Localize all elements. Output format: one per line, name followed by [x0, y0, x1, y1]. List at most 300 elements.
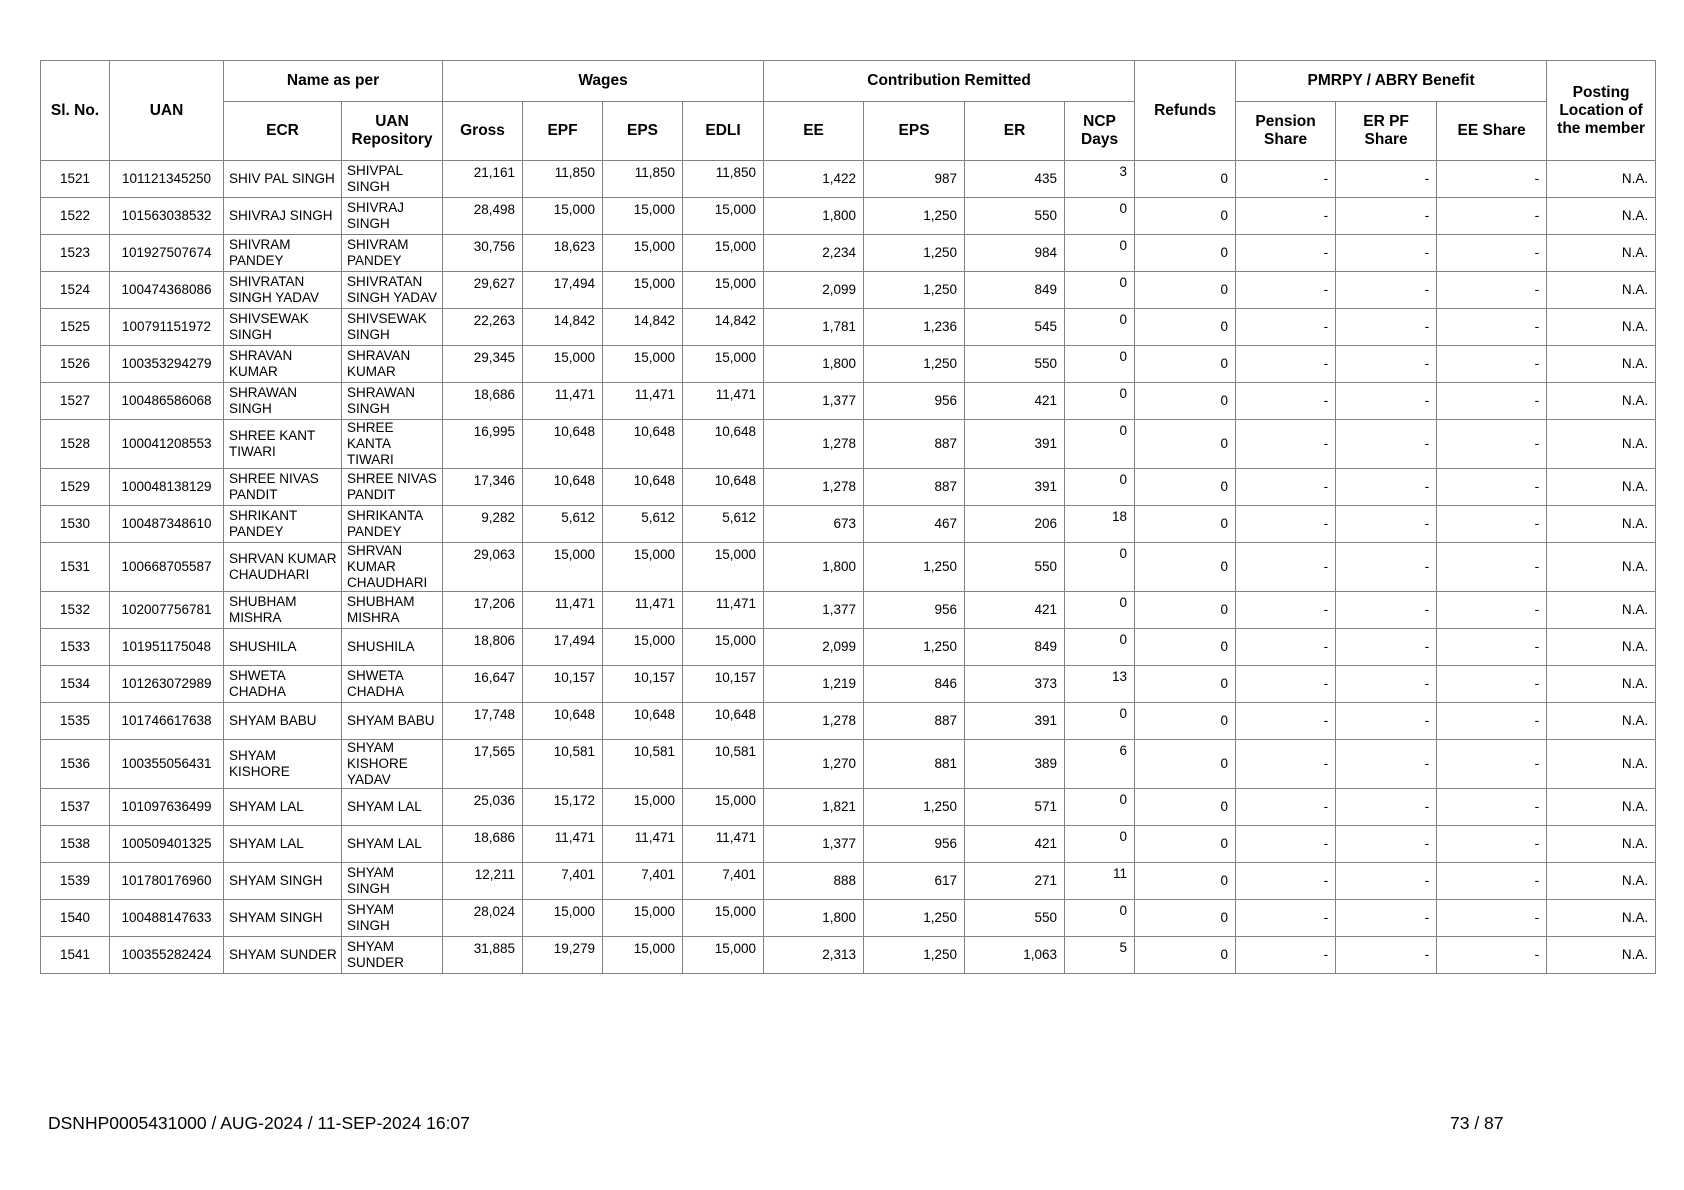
- cell-ee-share: -: [1437, 863, 1547, 900]
- cell-posting-location: N.A.: [1547, 469, 1656, 506]
- table-row: [41, 272, 1656, 309]
- cell-eps: 15,000: [603, 235, 683, 272]
- cell-gross: 29,063: [443, 543, 523, 592]
- cell-ee-share: -: [1437, 789, 1547, 826]
- cell-ee: 1,800: [764, 346, 864, 383]
- cell-pension-share: -: [1236, 666, 1336, 703]
- cell-ee-share: -: [1437, 309, 1547, 346]
- cell-ee: 1,800: [764, 900, 864, 937]
- cell-sl-no: 1532: [41, 592, 110, 629]
- cell-posting-location: N.A.: [1547, 235, 1656, 272]
- cell-gross: 22,263: [443, 309, 523, 346]
- cell-pension-share: -: [1236, 789, 1336, 826]
- cell-pension-share: -: [1236, 900, 1336, 937]
- cell-edli: 15,000: [683, 272, 764, 309]
- cell-ee-share: -: [1437, 198, 1547, 235]
- cell-eps: 15,000: [603, 937, 683, 974]
- table-row: [41, 235, 1656, 272]
- cell-er-pf-share: -: [1336, 592, 1437, 629]
- cell-uan: 102007756781: [110, 592, 224, 629]
- cell-ee: 1,800: [764, 543, 864, 592]
- cell-sl-no: 1531: [41, 543, 110, 592]
- cell-ecr-name: SHRAWAN SINGH: [224, 383, 342, 420]
- cell-eps: 5,612: [603, 506, 683, 543]
- cell-ecr-name: SHUBHAM MISHRA: [224, 592, 342, 629]
- group-name-as-per: Name as per: [224, 61, 443, 102]
- cell-uan-repository-name: SHRIKANTA PANDEY: [342, 506, 443, 543]
- cell-refunds: 0: [1135, 863, 1236, 900]
- cell-eps: 7,401: [603, 863, 683, 900]
- cell-sl-no: 1530: [41, 506, 110, 543]
- cell-contribution-eps: 1,250: [864, 937, 965, 974]
- cell-edli: 15,000: [683, 198, 764, 235]
- cell-er-pf-share: -: [1336, 900, 1437, 937]
- cell-er-pf-share: -: [1336, 629, 1437, 666]
- cell-uan-repository-name: SHYAM SINGH: [342, 900, 443, 937]
- cell-uan-repository-name: SHYAM LAL: [342, 789, 443, 826]
- cell-uan: 100486586068: [110, 383, 224, 420]
- cell-ncp-days: 0: [1065, 198, 1135, 235]
- cell-ncp-days: 0: [1065, 346, 1135, 383]
- cell-gross: 17,565: [443, 740, 523, 789]
- cell-refunds: 0: [1135, 506, 1236, 543]
- document-reference: DSNHP0005431000 / AUG-2024 / 11-SEP-2024 16:07: [48, 1113, 470, 1133]
- cell-er: 550: [965, 198, 1065, 235]
- cell-er: 984: [965, 235, 1065, 272]
- cell-refunds: 0: [1135, 937, 1236, 974]
- cell-er: 389: [965, 740, 1065, 789]
- cell-ecr-name: SHIVRATAN SINGH YADAV: [224, 272, 342, 309]
- cell-pension-share: -: [1236, 420, 1336, 469]
- cell-er-pf-share: -: [1336, 506, 1437, 543]
- cell-er: 849: [965, 629, 1065, 666]
- cell-posting-location: N.A.: [1547, 383, 1656, 420]
- cell-epf: 17,494: [523, 272, 603, 309]
- col-ee: EE: [764, 102, 864, 161]
- cell-er: 849: [965, 272, 1065, 309]
- cell-ecr-name: SHUSHILA: [224, 629, 342, 666]
- cell-refunds: 0: [1135, 826, 1236, 863]
- cell-er-pf-share: -: [1336, 235, 1437, 272]
- table-row: [41, 543, 1656, 592]
- cell-ncp-days: 0: [1065, 469, 1135, 506]
- cell-eps: 15,000: [603, 900, 683, 937]
- cell-ee: 1,278: [764, 420, 864, 469]
- cell-epf: 15,000: [523, 900, 603, 937]
- cell-posting-location: N.A.: [1547, 161, 1656, 198]
- cell-epf: 15,172: [523, 789, 603, 826]
- cell-posting-location: N.A.: [1547, 543, 1656, 592]
- cell-contribution-eps: 1,250: [864, 272, 965, 309]
- cell-sl-no: 1529: [41, 469, 110, 506]
- cell-pension-share: -: [1236, 198, 1336, 235]
- cell-er: 435: [965, 161, 1065, 198]
- cell-uan: 100791151972: [110, 309, 224, 346]
- cell-contribution-eps: 956: [864, 592, 965, 629]
- cell-edli: 11,471: [683, 592, 764, 629]
- cell-contribution-eps: 956: [864, 826, 965, 863]
- cell-er: 391: [965, 469, 1065, 506]
- cell-uan: 100487348610: [110, 506, 224, 543]
- cell-posting-location: N.A.: [1547, 863, 1656, 900]
- table-header: [41, 61, 1656, 161]
- cell-edli: 11,471: [683, 383, 764, 420]
- cell-uan: 100355282424: [110, 937, 224, 974]
- cell-ee: 1,278: [764, 469, 864, 506]
- cell-sl-no: 1540: [41, 900, 110, 937]
- cell-uan: 101097636499: [110, 789, 224, 826]
- cell-refunds: 0: [1135, 703, 1236, 740]
- col-uan-repository: UAN Repository: [342, 102, 443, 161]
- cell-uan: 100668705587: [110, 543, 224, 592]
- cell-sl-no: 1541: [41, 937, 110, 974]
- cell-edli: 7,401: [683, 863, 764, 900]
- cell-uan: 100488147633: [110, 900, 224, 937]
- cell-ee: 2,234: [764, 235, 864, 272]
- col-gross: Gross: [443, 102, 523, 161]
- cell-ee-share: -: [1437, 272, 1547, 309]
- cell-contribution-eps: 846: [864, 666, 965, 703]
- cell-contribution-eps: 887: [864, 703, 965, 740]
- cell-ecr-name: SHWETA CHADHA: [224, 666, 342, 703]
- cell-er: 206: [965, 506, 1065, 543]
- cell-er-pf-share: -: [1336, 826, 1437, 863]
- cell-refunds: 0: [1135, 309, 1236, 346]
- cell-ee-share: -: [1437, 740, 1547, 789]
- cell-sl-no: 1525: [41, 309, 110, 346]
- cell-contribution-eps: 887: [864, 469, 965, 506]
- cell-uan-repository-name: SHIVRAJ SINGH: [342, 198, 443, 235]
- cell-ee-share: -: [1437, 666, 1547, 703]
- cell-gross: 31,885: [443, 937, 523, 974]
- cell-ecr-name: SHREE NIVAS PANDIT: [224, 469, 342, 506]
- col-ecr: ECR: [224, 102, 342, 161]
- cell-edli: 10,648: [683, 420, 764, 469]
- cell-edli: 15,000: [683, 937, 764, 974]
- cell-ncp-days: 6: [1065, 740, 1135, 789]
- cell-uan: 101563038532: [110, 198, 224, 235]
- cell-uan-repository-name: SHIVRAM PANDEY: [342, 235, 443, 272]
- cell-er-pf-share: -: [1336, 666, 1437, 703]
- cell-pension-share: -: [1236, 826, 1336, 863]
- cell-ncp-days: 0: [1065, 383, 1135, 420]
- cell-ee: 1,377: [764, 826, 864, 863]
- table-row: [41, 420, 1656, 469]
- table-row: [41, 863, 1656, 900]
- cell-gross: 17,346: [443, 469, 523, 506]
- cell-sl-no: 1537: [41, 789, 110, 826]
- table-row: [41, 900, 1656, 937]
- cell-posting-location: N.A.: [1547, 272, 1656, 309]
- cell-ncp-days: 0: [1065, 592, 1135, 629]
- cell-gross: 28,024: [443, 900, 523, 937]
- page-number: 73 / 87: [1450, 1113, 1504, 1133]
- cell-edli: 15,000: [683, 629, 764, 666]
- table-row: [41, 937, 1656, 974]
- cell-epf: 10,648: [523, 469, 603, 506]
- cell-eps: 15,000: [603, 346, 683, 383]
- cell-refunds: 0: [1135, 346, 1236, 383]
- cell-uan-repository-name: SHYAM LAL: [342, 826, 443, 863]
- cell-er-pf-share: -: [1336, 198, 1437, 235]
- table-row: [41, 469, 1656, 506]
- cell-eps: 10,648: [603, 469, 683, 506]
- cell-sl-no: 1521: [41, 161, 110, 198]
- cell-eps: 10,581: [603, 740, 683, 789]
- cell-refunds: 0: [1135, 235, 1236, 272]
- cell-gross: 18,806: [443, 629, 523, 666]
- cell-ncp-days: 0: [1065, 543, 1135, 592]
- cell-er: 545: [965, 309, 1065, 346]
- cell-er-pf-share: -: [1336, 272, 1437, 309]
- cell-refunds: 0: [1135, 272, 1236, 309]
- cell-ncp-days: 0: [1065, 789, 1135, 826]
- table-row: [41, 198, 1656, 235]
- cell-contribution-eps: 467: [864, 506, 965, 543]
- cell-ncp-days: 11: [1065, 863, 1135, 900]
- cell-ee: 1,800: [764, 198, 864, 235]
- table-row: [41, 506, 1656, 543]
- cell-uan: 100353294279: [110, 346, 224, 383]
- cell-uan-repository-name: SHRAVAN KUMAR: [342, 346, 443, 383]
- cell-er-pf-share: -: [1336, 346, 1437, 383]
- cell-er-pf-share: -: [1336, 383, 1437, 420]
- col-sl-no: Sl. No.: [41, 61, 110, 161]
- cell-eps: 15,000: [603, 789, 683, 826]
- cell-eps: 11,471: [603, 383, 683, 420]
- cell-er: 421: [965, 383, 1065, 420]
- cell-ee: 2,099: [764, 629, 864, 666]
- cell-uan: 100509401325: [110, 826, 224, 863]
- table-row: [41, 161, 1656, 198]
- cell-epf: 15,000: [523, 198, 603, 235]
- cell-gross: 16,647: [443, 666, 523, 703]
- cell-ee-share: -: [1437, 469, 1547, 506]
- cell-uan: 100474368086: [110, 272, 224, 309]
- cell-gross: 17,206: [443, 592, 523, 629]
- cell-ee: 1,377: [764, 383, 864, 420]
- cell-epf: 10,157: [523, 666, 603, 703]
- cell-edli: 15,000: [683, 346, 764, 383]
- ecr-table: [40, 60, 1656, 974]
- cell-ncp-days: 0: [1065, 703, 1135, 740]
- cell-ee-share: -: [1437, 161, 1547, 198]
- cell-ee: 1,422: [764, 161, 864, 198]
- cell-ee: 1,377: [764, 592, 864, 629]
- cell-uan: 101746617638: [110, 703, 224, 740]
- cell-ee: 2,099: [764, 272, 864, 309]
- col-pension-share: Pension Share: [1236, 102, 1336, 161]
- cell-uan-repository-name: SHIVRATAN SINGH YADAV: [342, 272, 443, 309]
- cell-refunds: 0: [1135, 420, 1236, 469]
- cell-er: 550: [965, 346, 1065, 383]
- cell-uan-repository-name: SHIVSEWAK SINGH: [342, 309, 443, 346]
- cell-ncp-days: 0: [1065, 629, 1135, 666]
- cell-refunds: 0: [1135, 592, 1236, 629]
- cell-contribution-eps: 887: [864, 420, 965, 469]
- cell-er: 550: [965, 543, 1065, 592]
- cell-sl-no: 1528: [41, 420, 110, 469]
- cell-eps: 14,842: [603, 309, 683, 346]
- cell-ecr-name: SHIVRAM PANDEY: [224, 235, 342, 272]
- cell-ecr-name: SHYAM KISHORE: [224, 740, 342, 789]
- cell-er-pf-share: -: [1336, 703, 1437, 740]
- cell-er: 1,063: [965, 937, 1065, 974]
- cell-ee-share: -: [1437, 346, 1547, 383]
- group-pmrpy-abry: PMRPY / ABRY Benefit: [1236, 61, 1547, 102]
- cell-contribution-eps: 1,250: [864, 235, 965, 272]
- group-wages: Wages: [443, 61, 764, 102]
- cell-posting-location: N.A.: [1547, 740, 1656, 789]
- cell-refunds: 0: [1135, 383, 1236, 420]
- col-er-pf-share: ER PF Share: [1336, 102, 1437, 161]
- cell-epf: 10,648: [523, 703, 603, 740]
- cell-sl-no: 1524: [41, 272, 110, 309]
- cell-er-pf-share: -: [1336, 740, 1437, 789]
- cell-eps: 11,850: [603, 161, 683, 198]
- cell-gross: 9,282: [443, 506, 523, 543]
- col-contribution-eps: EPS: [864, 102, 965, 161]
- cell-refunds: 0: [1135, 198, 1236, 235]
- table-body: [41, 161, 1656, 974]
- cell-pension-share: -: [1236, 740, 1336, 789]
- cell-sl-no: 1522: [41, 198, 110, 235]
- cell-eps: 11,471: [603, 592, 683, 629]
- cell-edli: 15,000: [683, 789, 764, 826]
- cell-refunds: 0: [1135, 543, 1236, 592]
- cell-ecr-name: SHYAM BABU: [224, 703, 342, 740]
- cell-epf: 10,648: [523, 420, 603, 469]
- cell-eps: 10,648: [603, 420, 683, 469]
- cell-pension-share: -: [1236, 235, 1336, 272]
- cell-gross: 16,995: [443, 420, 523, 469]
- cell-posting-location: N.A.: [1547, 826, 1656, 863]
- cell-edli: 10,157: [683, 666, 764, 703]
- col-posting-location: Posting Location of the member: [1547, 61, 1656, 161]
- table-row: [41, 309, 1656, 346]
- cell-edli: 14,842: [683, 309, 764, 346]
- cell-epf: 17,494: [523, 629, 603, 666]
- cell-posting-location: N.A.: [1547, 198, 1656, 235]
- cell-pension-share: -: [1236, 272, 1336, 309]
- cell-epf: 11,471: [523, 826, 603, 863]
- cell-uan: 101263072989: [110, 666, 224, 703]
- cell-epf: 10,581: [523, 740, 603, 789]
- cell-contribution-eps: 956: [864, 383, 965, 420]
- cell-er-pf-share: -: [1336, 937, 1437, 974]
- cell-ee: 1,270: [764, 740, 864, 789]
- cell-gross: 29,345: [443, 346, 523, 383]
- cell-ecr-name: SHIVRAJ SINGH: [224, 198, 342, 235]
- table-row: [41, 703, 1656, 740]
- cell-ee: 673: [764, 506, 864, 543]
- cell-ecr-name: SHIVSEWAK SINGH: [224, 309, 342, 346]
- cell-contribution-eps: 1,250: [864, 543, 965, 592]
- cell-pension-share: -: [1236, 506, 1336, 543]
- cell-edli: 15,000: [683, 235, 764, 272]
- cell-sl-no: 1523: [41, 235, 110, 272]
- cell-refunds: 0: [1135, 900, 1236, 937]
- cell-epf: 15,000: [523, 543, 603, 592]
- cell-epf: 19,279: [523, 937, 603, 974]
- cell-er: 373: [965, 666, 1065, 703]
- cell-ee-share: -: [1437, 826, 1547, 863]
- cell-uan: 101927507674: [110, 235, 224, 272]
- cell-ncp-days: 0: [1065, 826, 1135, 863]
- cell-ecr-name: SHRIKANT PANDEY: [224, 506, 342, 543]
- table-row: [41, 346, 1656, 383]
- cell-ee-share: -: [1437, 629, 1547, 666]
- cell-uan-repository-name: SHRAWAN SINGH: [342, 383, 443, 420]
- cell-sl-no: 1535: [41, 703, 110, 740]
- cell-ee-share: -: [1437, 703, 1547, 740]
- cell-edli: 10,648: [683, 703, 764, 740]
- cell-uan: 101121345250: [110, 161, 224, 198]
- cell-ecr-name: SHIV PAL SINGH: [224, 161, 342, 198]
- cell-ecr-name: SHRVAN KUMAR CHAUDHARI: [224, 543, 342, 592]
- cell-er: 391: [965, 420, 1065, 469]
- cell-ncp-days: 13: [1065, 666, 1135, 703]
- cell-epf: 15,000: [523, 346, 603, 383]
- cell-gross: 18,686: [443, 826, 523, 863]
- cell-posting-location: N.A.: [1547, 937, 1656, 974]
- cell-ncp-days: 0: [1065, 235, 1135, 272]
- cell-ee: 1,781: [764, 309, 864, 346]
- cell-pension-share: -: [1236, 469, 1336, 506]
- cell-contribution-eps: 987: [864, 161, 965, 198]
- cell-ecr-name: SHRAVAN KUMAR: [224, 346, 342, 383]
- cell-pension-share: -: [1236, 383, 1336, 420]
- cell-er: 271: [965, 863, 1065, 900]
- cell-gross: 30,756: [443, 235, 523, 272]
- cell-ee-share: -: [1437, 592, 1547, 629]
- cell-uan-repository-name: SHWETA CHADHA: [342, 666, 443, 703]
- cell-uan: 100041208553: [110, 420, 224, 469]
- cell-uan-repository-name: SHREE KANTA TIWARI: [342, 420, 443, 469]
- cell-ncp-days: 0: [1065, 420, 1135, 469]
- cell-eps: 15,000: [603, 198, 683, 235]
- cell-ncp-days: 18: [1065, 506, 1135, 543]
- cell-posting-location: N.A.: [1547, 420, 1656, 469]
- cell-pension-share: -: [1236, 543, 1336, 592]
- cell-uan: 101780176960: [110, 863, 224, 900]
- col-er: ER: [965, 102, 1065, 161]
- cell-uan-repository-name: SHYAM BABU: [342, 703, 443, 740]
- cell-contribution-eps: 1,250: [864, 900, 965, 937]
- cell-posting-location: N.A.: [1547, 309, 1656, 346]
- cell-pension-share: -: [1236, 309, 1336, 346]
- cell-ncp-days: 3: [1065, 161, 1135, 198]
- table-row: [41, 666, 1656, 703]
- cell-uan-repository-name: SHREE NIVAS PANDIT: [342, 469, 443, 506]
- cell-ecr-name: SHYAM SINGH: [224, 900, 342, 937]
- cell-gross: 18,686: [443, 383, 523, 420]
- table-row: [41, 740, 1656, 789]
- cell-eps: 15,000: [603, 629, 683, 666]
- cell-uan-repository-name: SHYAM KISHORE YADAV: [342, 740, 443, 789]
- cell-contribution-eps: 1,250: [864, 789, 965, 826]
- cell-er-pf-share: -: [1336, 309, 1437, 346]
- cell-ecr-name: SHYAM LAL: [224, 826, 342, 863]
- cell-posting-location: N.A.: [1547, 506, 1656, 543]
- cell-refunds: 0: [1135, 789, 1236, 826]
- table-row: [41, 592, 1656, 629]
- cell-eps: 15,000: [603, 272, 683, 309]
- cell-edli: 15,000: [683, 900, 764, 937]
- cell-contribution-eps: 1,236: [864, 309, 965, 346]
- cell-refunds: 0: [1135, 666, 1236, 703]
- cell-epf: 7,401: [523, 863, 603, 900]
